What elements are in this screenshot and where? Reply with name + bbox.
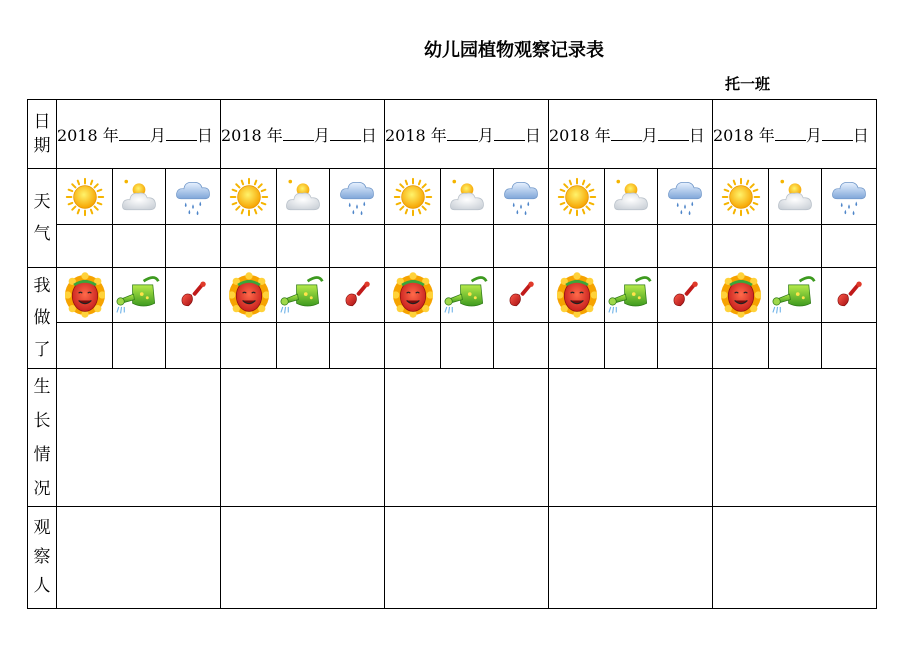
day-blank[interactable] — [822, 126, 853, 141]
sun-icon — [393, 177, 433, 217]
observer-cell[interactable] — [385, 507, 549, 609]
observer-cell[interactable] — [57, 507, 221, 609]
check-cell[interactable] — [769, 323, 822, 369]
check-cell[interactable] — [441, 225, 494, 268]
watering-can-icon — [280, 272, 326, 318]
check-cell[interactable] — [221, 225, 277, 268]
month-label: 月 — [477, 125, 494, 145]
day-blank[interactable] — [166, 126, 197, 141]
activity-cell-sun[interactable] — [57, 268, 113, 323]
weather-cell-cloudy[interactable] — [605, 169, 658, 225]
activity-icon-row — [28, 268, 877, 323]
weather-cell-sun[interactable] — [385, 169, 441, 225]
day-label: 日 — [196, 125, 213, 145]
partly-cloudy-icon — [611, 177, 651, 217]
check-cell[interactable] — [113, 323, 166, 369]
row-header-growth — [28, 369, 57, 507]
check-cell[interactable] — [385, 323, 441, 369]
observation-table — [27, 99, 877, 609]
activity-cell-sun[interactable] — [549, 268, 605, 323]
rain-cloud-icon — [665, 177, 705, 217]
year-label: 2018 年 — [385, 125, 447, 145]
day-blank[interactable] — [494, 126, 525, 141]
shovel-icon — [668, 278, 702, 312]
weather-icon-row — [28, 169, 877, 225]
year-label: 2018 年 — [713, 125, 775, 145]
row-header-observer-text: 观察人 — [33, 518, 51, 596]
page-title: 幼儿园植物观察记录表 — [424, 40, 604, 61]
check-cell[interactable] — [713, 323, 769, 369]
weather-cell-sun[interactable] — [57, 169, 113, 225]
year-label: 2018 年 — [221, 125, 283, 145]
rain-cloud-icon — [829, 177, 869, 217]
check-cell[interactable] — [494, 323, 549, 369]
weather-cell-rain[interactable] — [822, 169, 877, 225]
year-label: 2018 年 — [549, 125, 611, 145]
observer-cell[interactable] — [221, 507, 385, 609]
check-cell[interactable] — [605, 225, 658, 268]
activity-cell-dig[interactable] — [494, 268, 549, 323]
activity-cell-dig[interactable] — [330, 268, 385, 323]
partly-cloudy-icon — [775, 177, 815, 217]
check-cell[interactable] — [221, 323, 277, 369]
shovel-icon — [504, 278, 538, 312]
check-cell[interactable] — [769, 225, 822, 268]
check-cell[interactable] — [441, 323, 494, 369]
sun-face-icon — [229, 270, 269, 320]
sun-face-icon — [721, 270, 761, 320]
sun-face-icon — [393, 270, 433, 320]
activity-cell-water[interactable] — [113, 268, 166, 323]
watering-can-icon — [608, 272, 654, 318]
weather-cell-rain[interactable] — [166, 169, 221, 225]
sun-face-icon — [65, 270, 105, 320]
check-cell[interactable] — [330, 225, 385, 268]
sun-icon — [557, 177, 597, 217]
month-label: 月 — [313, 125, 330, 145]
row-header-activity-text: 我做了 — [33, 276, 51, 360]
check-cell[interactable] — [658, 323, 713, 369]
month-blank[interactable] — [447, 126, 478, 141]
watering-can-icon — [772, 272, 818, 318]
check-cell[interactable] — [549, 225, 605, 268]
month-blank[interactable] — [611, 126, 642, 141]
watering-can-icon — [116, 272, 162, 318]
date-row — [28, 100, 877, 169]
day-label: 日 — [688, 125, 705, 145]
observer-row — [28, 507, 877, 609]
month-blank[interactable] — [283, 126, 314, 141]
day-label: 日 — [852, 125, 869, 145]
shovel-icon — [176, 278, 210, 312]
growth-note-cell[interactable] — [385, 369, 549, 507]
shovel-icon — [340, 278, 374, 312]
watering-can-icon — [444, 272, 490, 318]
activity-cell-water[interactable] — [277, 268, 330, 323]
weather-cell-rain[interactable] — [658, 169, 713, 225]
check-cell[interactable] — [713, 225, 769, 268]
month-blank[interactable] — [119, 126, 150, 141]
day-label: 日 — [360, 125, 377, 145]
check-cell[interactable] — [549, 323, 605, 369]
observer-cell[interactable] — [713, 507, 877, 609]
row-header-weather-text: 天气 — [33, 192, 51, 244]
check-cell[interactable] — [658, 225, 713, 268]
sun-icon — [229, 177, 269, 217]
sun-icon — [65, 177, 105, 217]
check-cell[interactable] — [277, 323, 330, 369]
weather-cell-sun[interactable] — [221, 169, 277, 225]
weather-cell-cloudy[interactable] — [441, 169, 494, 225]
year-label: 2018 年 — [57, 125, 119, 145]
check-cell[interactable] — [166, 323, 221, 369]
month-blank[interactable] — [775, 126, 806, 141]
row-header-activity — [28, 268, 57, 369]
check-cell[interactable] — [385, 225, 441, 268]
growth-note-cell[interactable] — [221, 369, 385, 507]
day-blank[interactable] — [330, 126, 361, 141]
check-cell[interactable] — [822, 225, 877, 268]
activity-cell-sun[interactable] — [713, 268, 769, 323]
partly-cloudy-icon — [447, 177, 487, 217]
activity-cell-sun[interactable] — [221, 268, 277, 323]
activity-cell-dig[interactable] — [658, 268, 713, 323]
check-cell[interactable] — [57, 323, 113, 369]
date-cell[interactable] — [57, 100, 221, 169]
rain-cloud-icon — [501, 177, 541, 217]
weather-cell-cloudy[interactable] — [113, 169, 166, 225]
growth-note-cell[interactable] — [57, 369, 221, 507]
check-cell[interactable] — [113, 225, 166, 268]
check-cell[interactable] — [166, 225, 221, 268]
day-blank[interactable] — [658, 126, 689, 141]
row-header-weather — [28, 169, 57, 268]
rain-cloud-icon — [173, 177, 213, 217]
check-cell[interactable] — [57, 225, 113, 268]
class-label: 托一班 — [725, 75, 771, 93]
growth-row — [28, 369, 877, 507]
row-header-date — [28, 100, 57, 169]
activity-cell-water[interactable] — [769, 268, 822, 323]
weather-cell-sun[interactable] — [549, 169, 605, 225]
activity-check-row — [28, 323, 877, 369]
check-cell[interactable] — [494, 225, 549, 268]
growth-note-cell[interactable] — [713, 369, 877, 507]
activity-cell-dig[interactable] — [166, 268, 221, 323]
weather-cell-cloudy[interactable] — [769, 169, 822, 225]
activity-cell-water[interactable] — [441, 268, 494, 323]
row-header-growth-text: 生长情况 — [33, 376, 51, 499]
date-cell[interactable] — [713, 100, 877, 169]
month-label: 月 — [149, 125, 166, 145]
partly-cloudy-icon — [283, 177, 323, 217]
activity-cell-sun[interactable] — [385, 268, 441, 323]
check-cell[interactable] — [822, 323, 877, 369]
date-cell[interactable] — [549, 100, 713, 169]
check-cell[interactable] — [330, 323, 385, 369]
check-cell[interactable] — [277, 225, 330, 268]
observer-cell[interactable] — [549, 507, 713, 609]
month-label: 月 — [641, 125, 658, 145]
weather-check-row — [28, 225, 877, 268]
row-header-observer — [28, 507, 57, 609]
rain-cloud-icon — [337, 177, 377, 217]
sun-icon — [721, 177, 761, 217]
partly-cloudy-icon — [119, 177, 159, 217]
weather-cell-rain[interactable] — [330, 169, 385, 225]
check-cell[interactable] — [605, 323, 658, 369]
weather-cell-sun[interactable] — [713, 169, 769, 225]
day-label: 日 — [524, 125, 541, 145]
date-cell[interactable] — [221, 100, 385, 169]
activity-cell-dig[interactable] — [822, 268, 877, 323]
weather-cell-cloudy[interactable] — [277, 169, 330, 225]
weather-cell-rain[interactable] — [494, 169, 549, 225]
date-cell[interactable] — [385, 100, 549, 169]
row-header-date-text: 日期 — [33, 112, 51, 156]
growth-note-cell[interactable] — [549, 369, 713, 507]
activity-cell-water[interactable] — [605, 268, 658, 323]
month-label: 月 — [805, 125, 822, 145]
shovel-icon — [832, 278, 866, 312]
sun-face-icon — [557, 270, 597, 320]
